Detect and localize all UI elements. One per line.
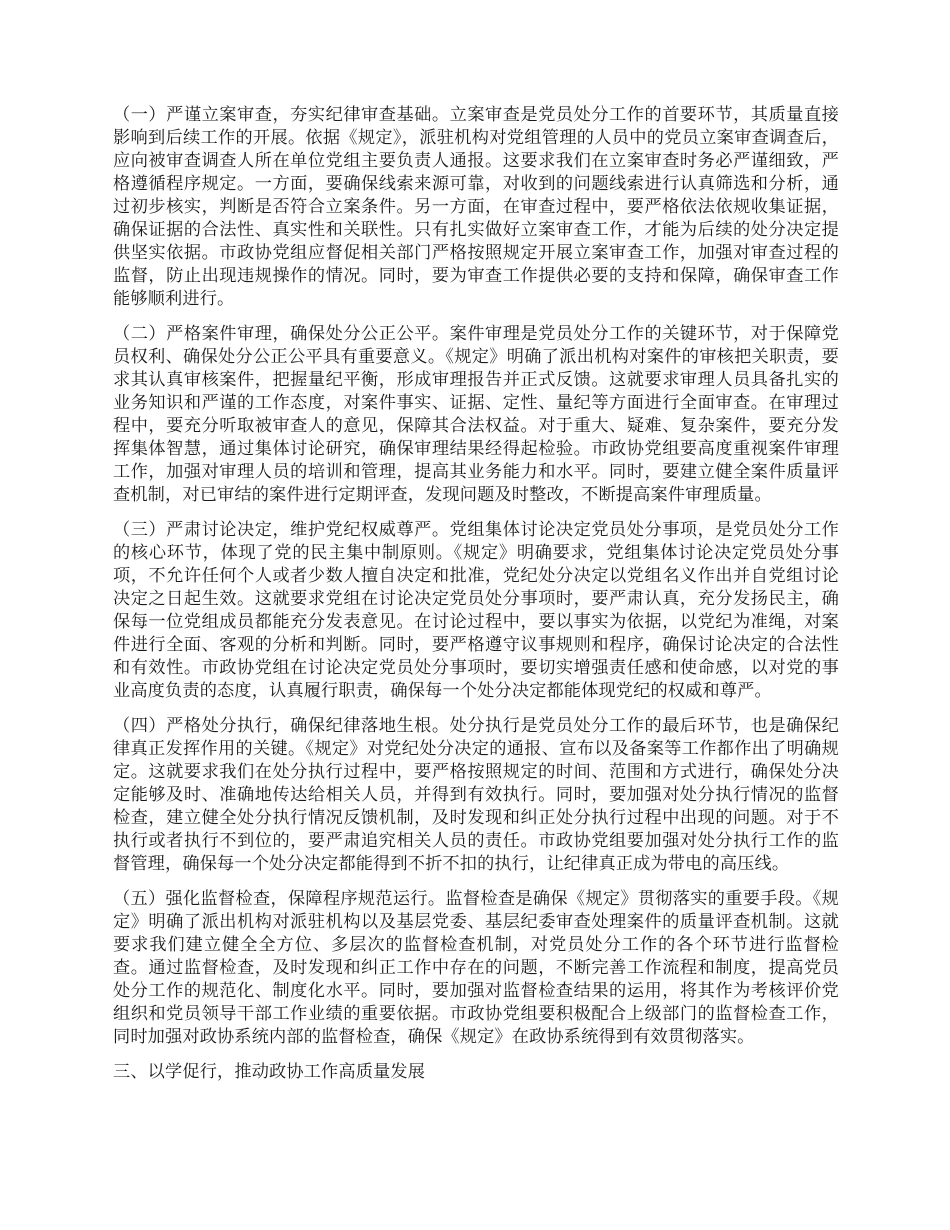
document-page bbox=[113, 104, 839, 1084]
section-heading: 三、以学促行，推动政协工作高质量发展 bbox=[113, 1062, 426, 1082]
paragraph-3-discussion-decision: （三）严肃讨论决定，维护党纪权威尊严。党组集体讨论决定党员处分事项，是党员处分工作的核心环节，体现了党的民主集中制原则。《规定》明确要求，党组集体讨论决定党员处分事项，不允许任何个人或者少数人擅自决定和批准，党纪处分决定以党组名义作出并自党组讨论决定之日起生效。这就要求党组在讨论决定党员处分事项时，要严肃认真，充分发扬民主，确保每一位党组成员都能充分发表意见。在讨论过程中，要以事实为依据，以党纪为准绳，对案件进行全面、客观的分析和判断。同时，要严格遵守议事规则和程序，确保讨论决定的合法性和有效性。市政协党组在讨论决定党员处分事项时，要切实增强责任感和使命感，以对党的事业高度负责的态度，认真履行职责，确保每一个处分决定都能体现党纪的权威和尊严。 bbox=[113, 520, 839, 701]
paragraph-2-case-trial: （二）严格案件审理，确保处分公正公平。案件审理是党员处分工作的关键环节，对于保障党员权利、确保处分公正公平具有重要意义。《规定》明确了派出机构对案件的审核把关职责，要求其认真审核案件，把握量纪平衡，形成审理报告并正式反馈。这就要求审理人员具备扎实的业务知识和严谨的工作态度，对案件事实、证据、定性、量纪等方面进行全面审查。在审理过程中，要充分听取被审查人的意见，保障其合法权益。对于重大、疑难、复杂案件，要充分发挥集体智慧，通过集体讨论研究，确保审理结果经得起检验。市政协党组要高度重视案件审理工作，加强对审理人员的培训和管理，提高其业务能力和水平。同时，要建立健全案件质量评查机制，对已审结的案件进行定期评查，发现问题及时整改，不断提高案件审理质量。 bbox=[113, 324, 839, 505]
paragraph-5-supervision-inspection: （五）强化监督检查，保障程序规范运行。监督检查是确保《规定》贯彻落实的重要手段。《规定》明确了派出机构对派驻机构以及基层党委、基层纪委审查处理案件的质量评查机制。这就要求我们建立健全全方位、多层次的监督检查机制，对党员处分工作的各个环节进行监督检查。通过监督检查，及时发现和纠正工作中存在的问题，不断完善工作流程和制度，提高党员处分工作的规范化、制度化水平。同时，要加强对监督检查结果的运用，将其作为考核评价党组织和党员领导干部工作业绩的重要依据。市政协党组要积极配合上级部门的监督检查工作，同时加强对政协系统内部的监督检查，确保《规定》在政协系统得到有效贯彻落实。 bbox=[113, 889, 839, 1047]
paragraph-4-penalty-execution: （四）严格处分执行，确保纪律落地生根。处分执行是党员处分工作的最后环节，也是确保纪律真正发挥作用的关键。《规定》对党纪处分决定的通报、宣布以及备案等工作都作出了明确规定。这就要求我们在处分执行过程中，要严格按照规定的时间、范围和方式进行，确保处分决定能够及时、准确地传达给相关人员，并得到有效执行。同时，要加强对处分执行情况的监督检查，建立健全处分执行情况反馈机制，及时发现和纠正处分执行过程中出现的问题。对于不执行或者执行不到位的，要严肃追究相关人员的责任。市政协党组要加强对处分执行工作的监督管理，确保每一个处分决定都能得到不折不扣的执行，让纪律真正成为带电的高压线。 bbox=[113, 716, 839, 874]
paragraph-1-rigorous-case-filing: （一）严谨立案审查，夯实纪律审查基础。立案审查是党员处分工作的首要环节，其质量直接影响到后续工作的开展。依据《规定》，派驻机构对党组管理的人员中的党员立案审查调查后，应向被审查调查人所在单位党组主要负责人通报。这要求我们在立案审查时务必严谨细致，严格遵循程序规定。一方面，要确保线索来源可靠，对收到的问题线索进行认真筛选和分析，通过初步核实，判断是否符合立案条件。另一方面，在审查过程中，要严格依法依规收集证据，确保证据的合法性、真实性和关联性。只有扎实做好立案审查工作，才能为后续的处分决定提供坚实依据。市政协党组应督促相关部门严格按照规定开展立案审查工作，加强对审查过程的监督，防止出现违规操作的情况。同时，要为审查工作提供必要的支持和保障，确保审查工作能够顺利进行。 bbox=[113, 105, 839, 309]
